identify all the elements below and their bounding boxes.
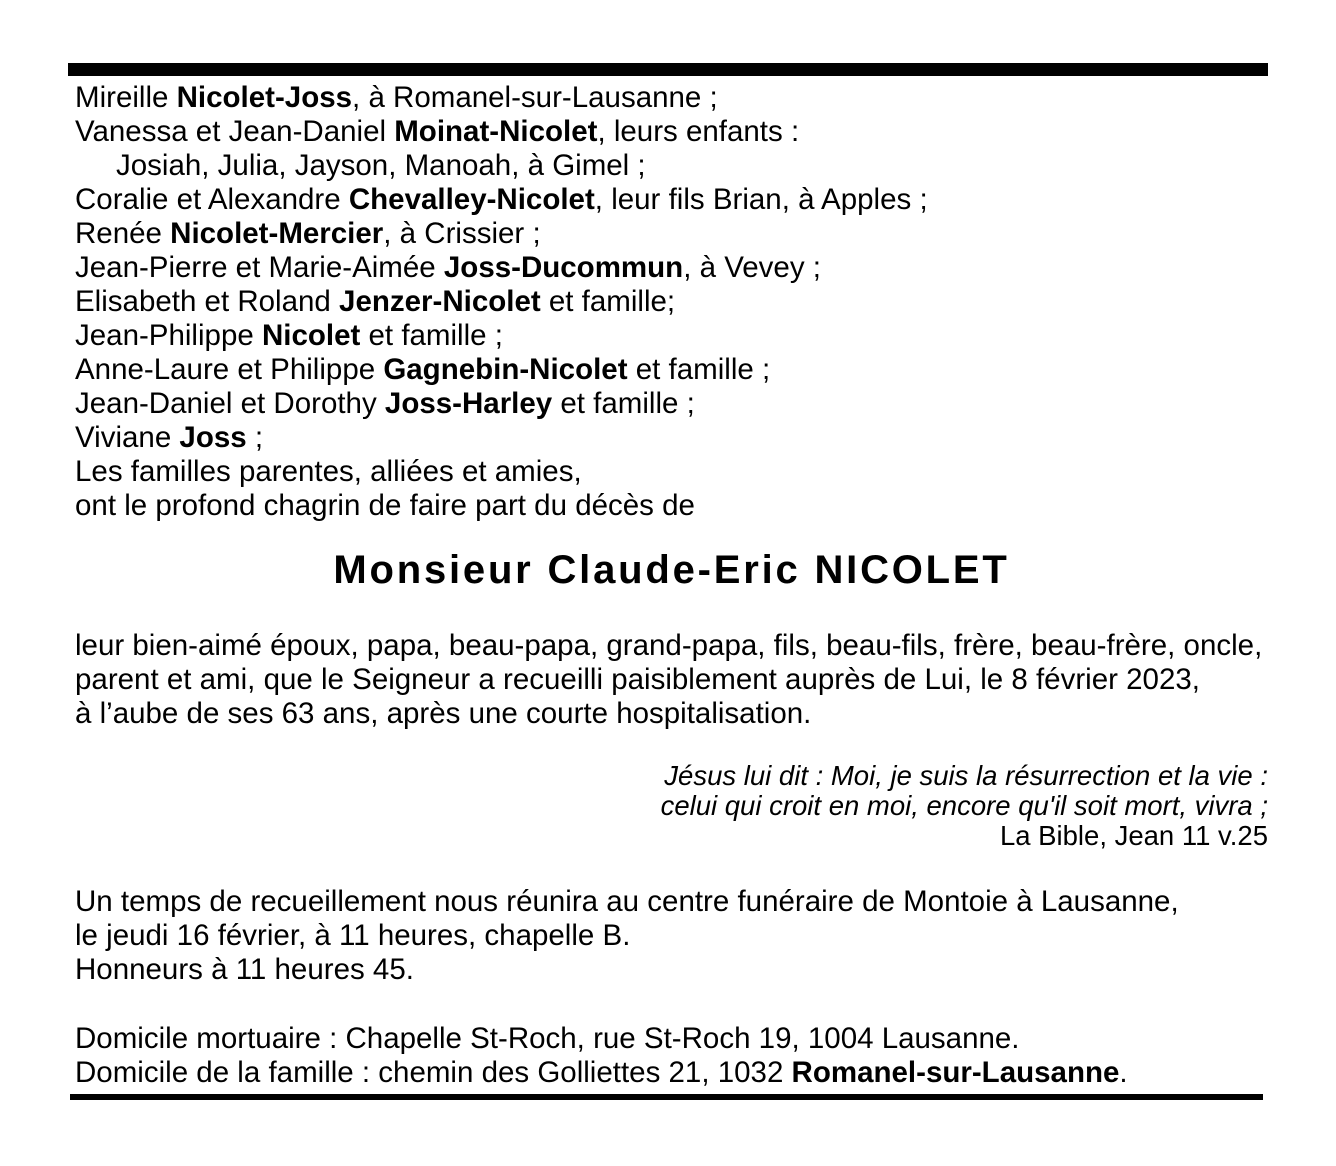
bottom-rule: [70, 1094, 1263, 1100]
text-segment: Jean-Philippe: [75, 319, 262, 352]
text-segment: Anne-Laure et Philippe: [75, 353, 384, 386]
tribute-paragraph: [75, 629, 1268, 731]
text-line: [75, 885, 1268, 919]
scripture-quote-attribution: La Bible, Jean 11 v.25: [999, 820, 1268, 851]
text-segment: Mireille: [75, 81, 177, 114]
text-segment: Elisabeth et Roland: [75, 285, 340, 318]
text-segment: Josiah, Julia, Jayson, Manoah, à Gimel ;: [116, 149, 646, 182]
text-line: [75, 149, 1268, 183]
text-segment: celui qui croit en moi, encore qu'il soit mort, vivra ;: [660, 790, 1268, 821]
family-name-bold: Nicolet-Mercier: [170, 217, 384, 250]
text-segment: le jeudi 16 février, à 11 heures, chapelle B.: [75, 919, 631, 952]
text-line: [75, 387, 1268, 421]
scripture-quote: [75, 761, 1268, 851]
text-line: [75, 919, 1268, 953]
text-segment: Renée: [75, 217, 171, 250]
text-segment: , leurs enfants :: [597, 115, 800, 148]
text-line: [75, 217, 1268, 251]
text-segment: leur bien-aimé époux, papa, beau-papa, grand-papa, fils, beau-fils, frère, beau-frère, oncle,: [75, 629, 1263, 662]
text-segment: Domicile mortuaire : Chapelle St-Roch, rue St-Roch 19, 1004 Lausanne.: [75, 1022, 1020, 1055]
family-name-bold: Romanel-sur-Lausanne: [791, 1056, 1120, 1089]
family-name-bold: Nicolet-Joss: [176, 81, 353, 114]
family-name-bold: Chevalley-Nicolet: [348, 183, 595, 216]
family-name-bold: Joss-Ducommun: [443, 251, 684, 284]
text-segment: Jésus lui dit : Moi, je suis la résurrection et la vie :: [664, 760, 1268, 791]
text-segment: Jean-Pierre et Marie-Aimée: [75, 251, 444, 284]
text-segment: Honneurs à 11 heures 45.: [75, 953, 414, 986]
text-line: [75, 663, 1268, 697]
family-name-bold: Moinat-Nicolet: [394, 115, 598, 148]
text-line: [75, 629, 1268, 663]
family-list: [75, 81, 1268, 523]
text-segment: Les familles parentes, alliées et amies,: [75, 455, 582, 488]
text-segment: Un temps de recueillement nous réunira au centre funéraire de Montoie à Lausanne,: [75, 885, 1179, 918]
text-line: [75, 953, 1268, 987]
text-line: [75, 251, 1268, 285]
deceased-name-title: Monsieur Claude-Eric NICOLET: [333, 548, 1010, 592]
text-line: [75, 791, 1268, 821]
text-segment: et famille ;: [627, 353, 771, 386]
text-line: [75, 81, 1268, 115]
text-segment: et famille;: [540, 285, 676, 318]
text-segment: , à Romanel-sur-Lausanne ;: [352, 81, 718, 114]
top-rule: [68, 63, 1268, 76]
family-name-bold: Joss: [179, 421, 247, 454]
text-segment: ont le profond chagrin de faire part du décès de: [75, 489, 695, 522]
text-segment: et famille ;: [360, 319, 503, 352]
text-line: [75, 353, 1268, 387]
text-segment: .: [1119, 1056, 1128, 1089]
text-line: [75, 285, 1268, 319]
text-segment: et famille ;: [552, 387, 695, 420]
text-segment: , leur fils Brian, à Apples ;: [594, 183, 928, 216]
family-name-bold: Jenzer-Nicolet: [339, 285, 541, 318]
family-name-bold: Joss-Harley: [384, 387, 553, 420]
text-segment: , à Vevey ;: [683, 251, 821, 284]
text-segment: Domicile de la famille : chemin des Golliettes 21, 1032: [75, 1056, 792, 1089]
text-line: [75, 1056, 1268, 1090]
text-segment: ;: [246, 421, 264, 454]
text-line: [75, 115, 1268, 149]
text-line: [75, 421, 1268, 455]
scripture-quote-lines: [75, 761, 1268, 821]
text-segment: Viviane: [75, 421, 180, 454]
text-line: [75, 455, 1268, 489]
text-segment: à l’aube de ses 63 ans, après une courte hospitalisation.: [75, 697, 812, 730]
family-name-bold: Nicolet: [261, 319, 361, 352]
text-segment: Coralie et Alexandre: [75, 183, 349, 216]
text-line: [75, 183, 1268, 217]
text-line: [75, 761, 1268, 791]
text-segment: , à Crissier ;: [383, 217, 541, 250]
text-line: [75, 319, 1268, 353]
text-line: [75, 697, 1268, 731]
address-paragraph: [75, 1022, 1268, 1090]
notice-content: [75, 81, 1268, 1090]
text-line: [75, 489, 1268, 523]
text-line: [75, 1022, 1268, 1056]
family-name-bold: Gagnebin-Nicolet: [383, 353, 628, 386]
ceremony-paragraph: [75, 885, 1268, 987]
text-segment: Jean-Daniel et Dorothy: [75, 387, 385, 420]
text-segment: parent et ami, que le Seigneur a recueilli paisiblement auprès de Lui, le 8 février 2023,: [75, 663, 1200, 696]
text-segment: Vanessa et Jean-Daniel: [75, 115, 395, 148]
